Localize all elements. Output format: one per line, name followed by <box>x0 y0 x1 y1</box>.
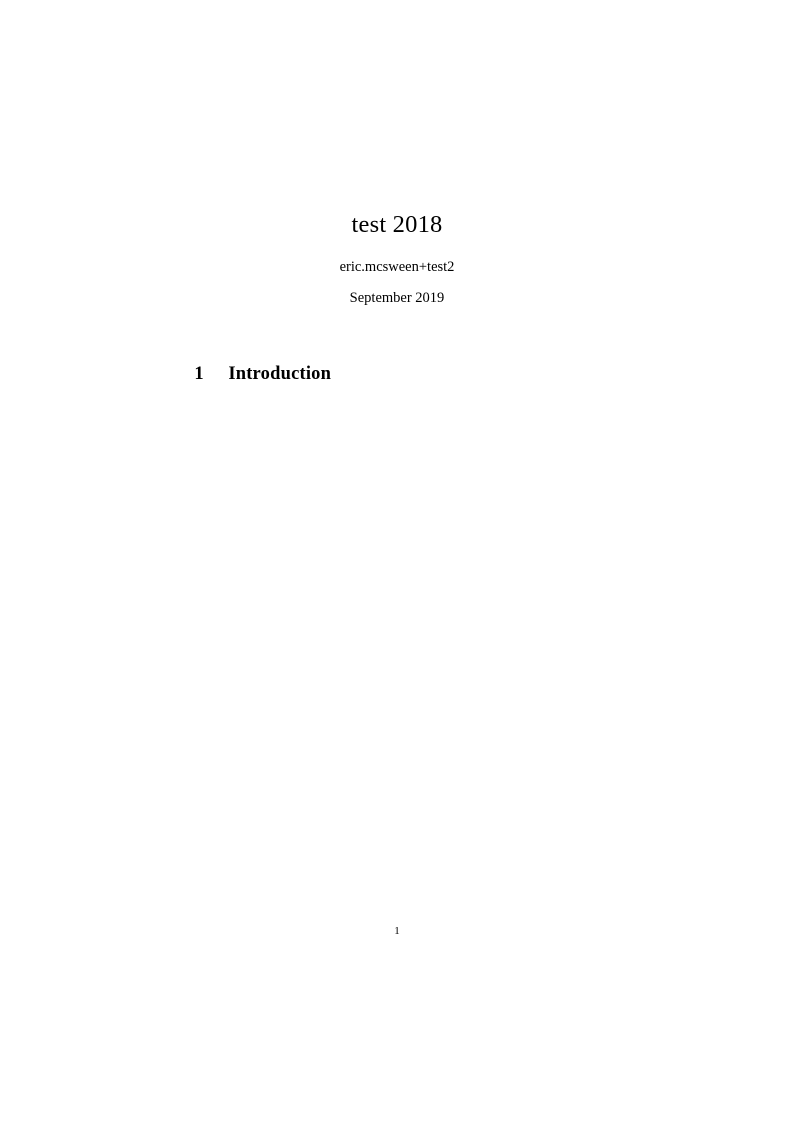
section-title: Introduction <box>228 364 332 384</box>
page-number: 1 <box>394 925 400 937</box>
document-date: September 2019 <box>349 290 445 306</box>
section-number: 1 <box>194 364 204 384</box>
page-title: test 2018 <box>351 211 443 238</box>
section-heading-introduction <box>175 343 331 406</box>
document-author: eric.mcsween+test2 <box>339 259 455 275</box>
